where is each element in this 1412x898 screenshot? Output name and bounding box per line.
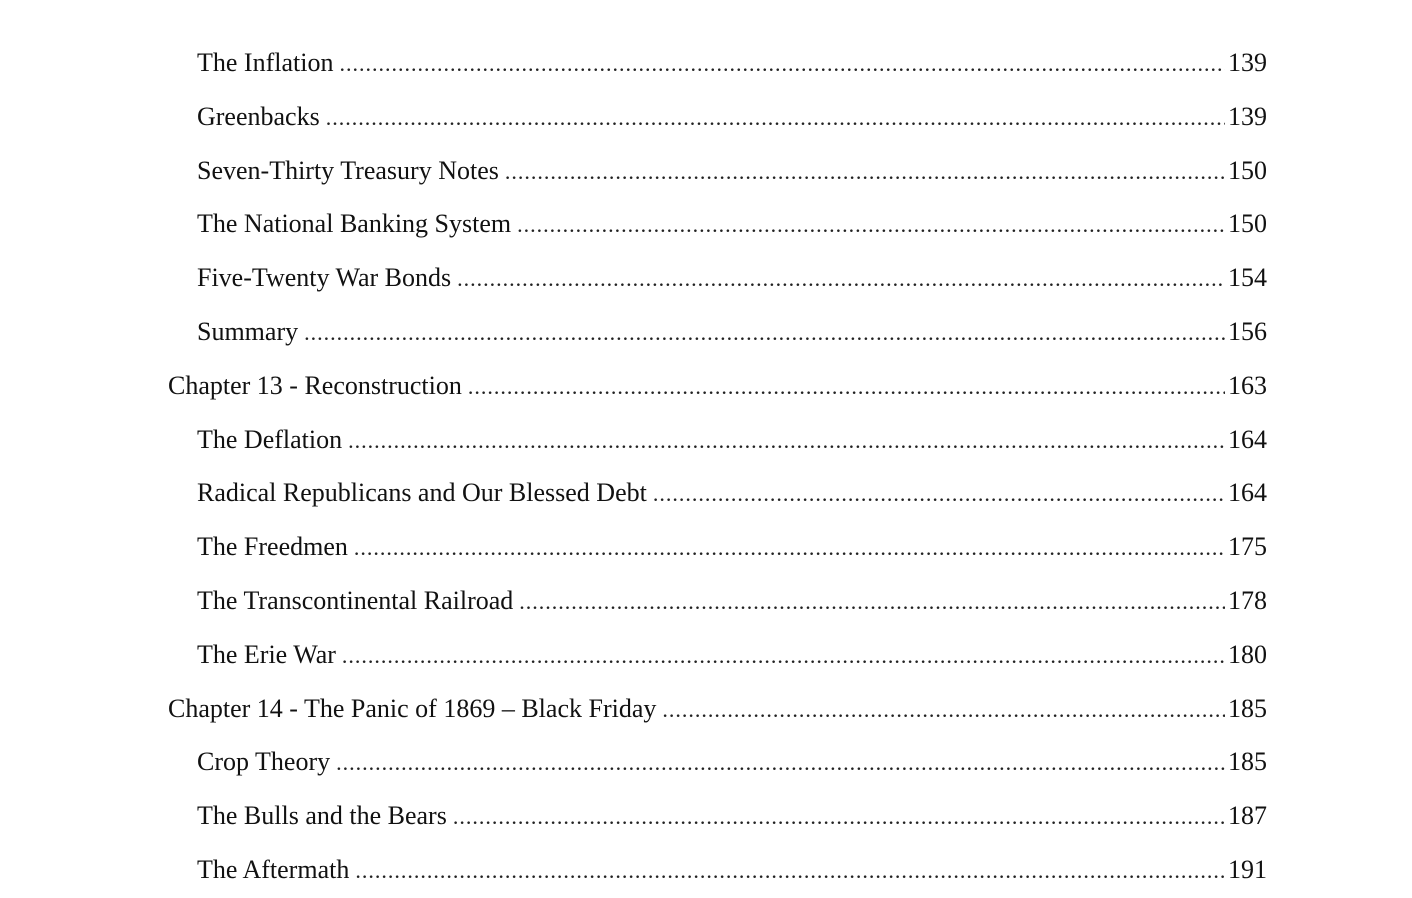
toc-dot-leader xyxy=(336,736,1225,790)
toc-entry[interactable] xyxy=(168,413,1267,467)
toc-dot-leader xyxy=(468,360,1225,414)
toc-dot-leader xyxy=(517,198,1225,252)
toc-page-number: 180 xyxy=(1228,639,1267,669)
toc-page-number: 164 xyxy=(1228,424,1267,454)
toc-entry[interactable] xyxy=(168,144,1267,198)
toc-entry[interactable] xyxy=(168,251,1267,305)
toc-dot-leader xyxy=(457,252,1225,306)
toc-entry-title: The Inflation xyxy=(197,48,334,77)
toc-entry[interactable] xyxy=(168,36,1267,90)
toc-page-number: 178 xyxy=(1228,585,1267,615)
toc-entry-title: The Deflation xyxy=(197,424,343,454)
toc-page-number: 150 xyxy=(1228,155,1267,185)
table-of-contents xyxy=(168,36,1267,897)
toc-entry-title: Greenbacks xyxy=(197,101,320,131)
toc-dot-leader xyxy=(519,575,1225,629)
toc-dot-leader xyxy=(339,37,1225,91)
toc-dot-leader xyxy=(326,91,1225,145)
toc-entry-title: The Bulls and the Bears xyxy=(197,801,447,831)
toc-entry[interactable] xyxy=(168,197,1267,251)
toc-entry-title: The Freedmen xyxy=(197,532,348,562)
toc-page-number: 175 xyxy=(1228,532,1267,562)
toc-dot-leader xyxy=(304,306,1225,360)
toc-page-number: 139 xyxy=(1228,101,1267,131)
toc-page-number: 185 xyxy=(1228,693,1267,723)
toc-entry-title: Summary xyxy=(197,316,299,346)
toc-entry-title: Chapter 14 - The Panic of 1869 – Black Friday xyxy=(168,693,657,723)
toc-dot-leader xyxy=(354,521,1225,575)
toc-page-number: 185 xyxy=(1228,747,1267,777)
toc-page-number: 139 xyxy=(1228,48,1267,77)
toc-page-number: 187 xyxy=(1228,801,1267,831)
toc-dot-leader xyxy=(653,467,1225,521)
toc-dot-leader xyxy=(348,414,1225,468)
toc-page-number: 164 xyxy=(1228,478,1267,508)
toc-entry[interactable] xyxy=(168,305,1267,359)
toc-chapter-entry[interactable] xyxy=(168,359,1267,413)
toc-entry-title: The Aftermath xyxy=(197,854,350,884)
toc-entry[interactable] xyxy=(168,90,1267,144)
toc-entry[interactable] xyxy=(168,574,1267,628)
toc-page-number: 150 xyxy=(1228,209,1267,239)
toc-entry[interactable] xyxy=(168,520,1267,574)
toc-entry-title: The Erie War xyxy=(197,639,336,669)
toc-entry-title: The National Banking System xyxy=(197,209,512,239)
toc-chapter-entry[interactable] xyxy=(168,682,1267,736)
toc-page-number: 156 xyxy=(1228,316,1267,346)
toc-entry[interactable] xyxy=(168,789,1267,843)
toc-dot-leader xyxy=(505,145,1225,199)
toc-entry[interactable] xyxy=(168,735,1267,789)
toc-entry-title: Seven-Thirty Treasury Notes xyxy=(197,155,499,185)
toc-entry[interactable] xyxy=(168,843,1267,897)
toc-page-number: 154 xyxy=(1228,263,1267,293)
toc-dot-leader xyxy=(342,629,1225,683)
toc-entry-title: Five-Twenty War Bonds xyxy=(197,263,452,293)
toc-entry[interactable] xyxy=(168,628,1267,682)
toc-entry-title: Crop Theory xyxy=(197,747,331,777)
toc-dot-leader xyxy=(662,683,1225,737)
toc-entry[interactable] xyxy=(168,466,1267,520)
toc-dot-leader xyxy=(355,844,1225,898)
toc-page-number: 163 xyxy=(1228,370,1267,400)
toc-entry-title: Radical Republicans and Our Blessed Debt xyxy=(197,478,647,508)
toc-dot-leader xyxy=(453,790,1225,844)
toc-entry-title: The Transcontinental Railroad xyxy=(197,585,514,615)
toc-page-number: 191 xyxy=(1228,854,1267,884)
toc-entry-title: Chapter 13 - Reconstruction xyxy=(168,370,462,400)
